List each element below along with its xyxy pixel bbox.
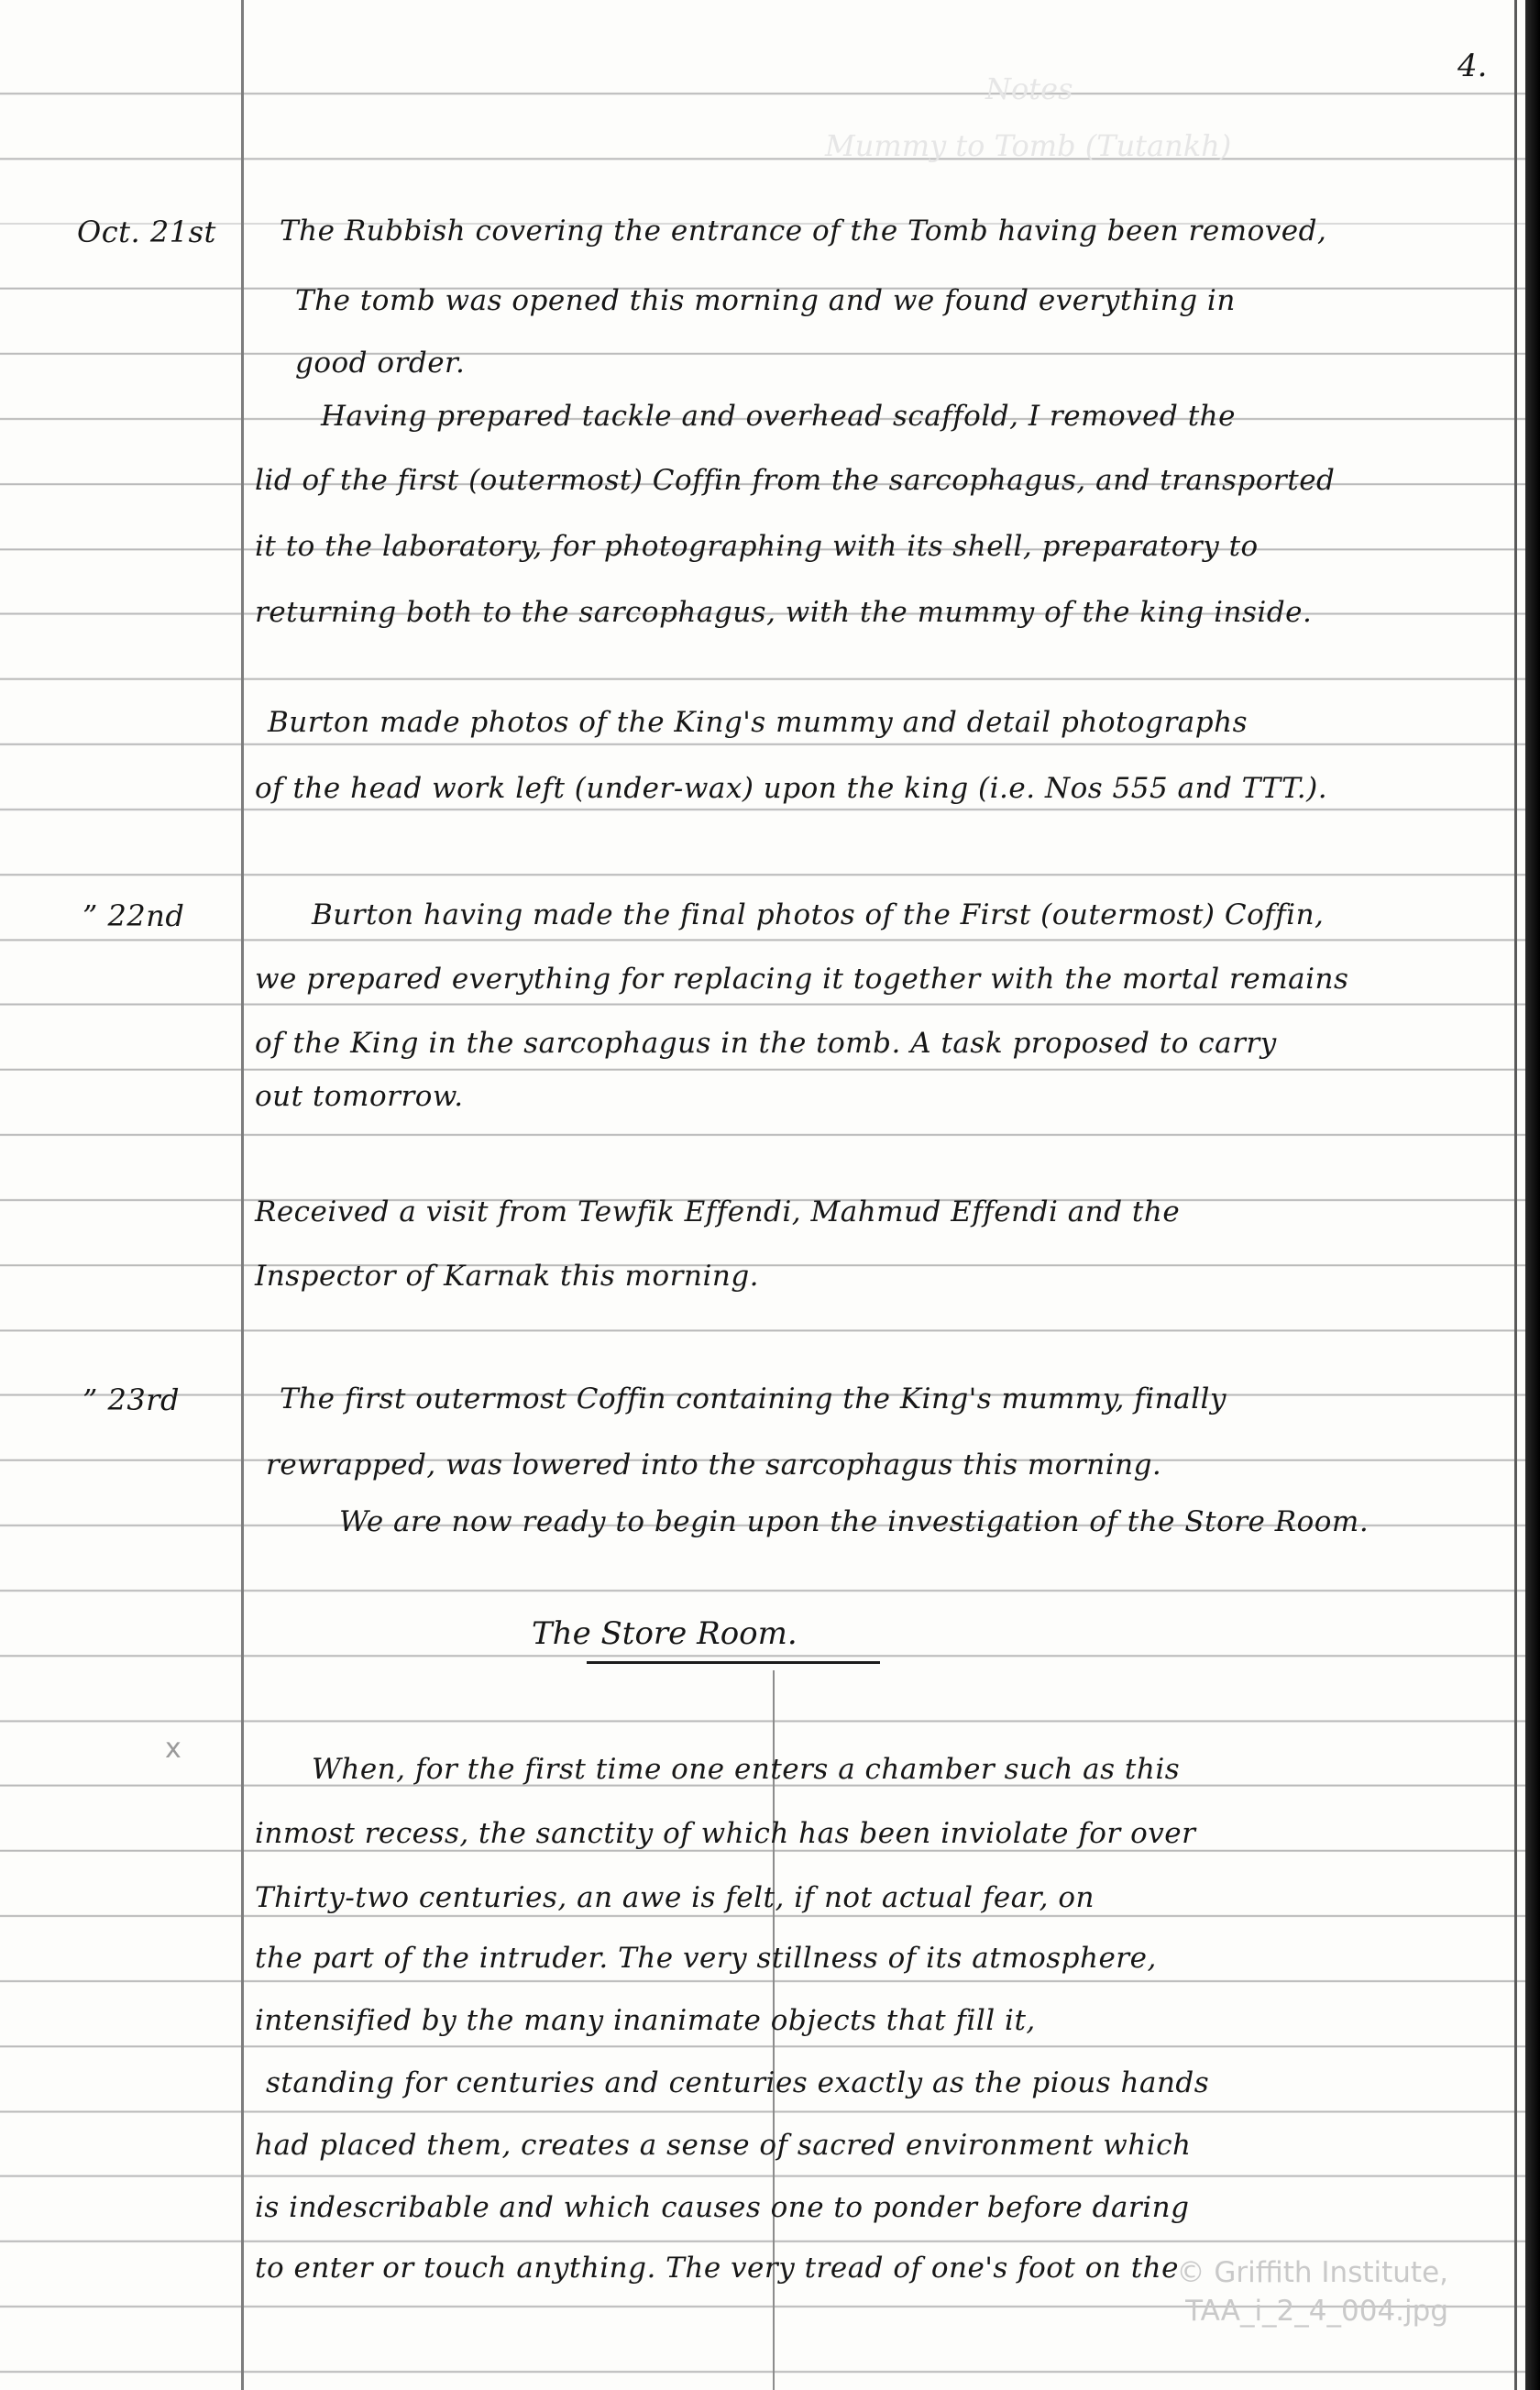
section-line: to enter or touch anything. The very tread of one's foot on the — [255, 2252, 1179, 2285]
section-line: had placed them, creates a sense of sacred environment which — [255, 2129, 1192, 2162]
watermark-line: TAA_i_2_4_004.jpg — [1185, 2295, 1448, 2328]
watermark-line: © Griffith Institute, — [1176, 2256, 1448, 2289]
section-line: the part of the intruder. The very stillness of its atmosphere, — [255, 1942, 1157, 1975]
section-line: inmost recess, the sanctity of which has been inviolate for over — [255, 1817, 1196, 1850]
margin-mark: x — [165, 1733, 182, 1765]
show-through-text: Notes — [985, 72, 1073, 106]
section-line: When, for the first time one enters a chamber such as this — [312, 1753, 1181, 1786]
entry-date: ” 22nd — [82, 898, 185, 933]
entry-line: We are now ready to begin upon the investigation of the Store Room. — [339, 1505, 1370, 1538]
entry-line: The Rubbish covering the entrance of the Tomb having been removed, — [280, 215, 1327, 248]
copyright-watermark — [1177, 2253, 1448, 2330]
entry-line: Having prepared tackle and overhead scaffold, I removed the — [321, 400, 1236, 433]
page-number: 4. — [1458, 48, 1488, 84]
entry-line: returning both to the sarcophagus, with the mummy of the king inside. — [255, 596, 1313, 629]
entry-line: out tomorrow. — [255, 1080, 464, 1113]
margin-rule — [241, 0, 244, 2390]
entry-line: The first outermost Coffin containing the King's mummy, finally — [280, 1382, 1226, 1415]
section-line: standing for centuries and centuries exactly as the pious hands — [266, 2066, 1210, 2099]
entry-line: Burton made photos of the King's mummy and detail photographs — [268, 706, 1248, 739]
binding-edge — [1525, 0, 1540, 2390]
heading-underline — [587, 1661, 880, 1664]
section-line: is indescribable and which causes one to ponder before daring — [255, 2191, 1190, 2224]
entry-date: ” 23rd — [82, 1382, 181, 1417]
entry-line: Burton having made the final photos of the First (outermost) Coffin, — [312, 898, 1325, 931]
entry-line: good order. — [295, 347, 466, 380]
entry-line: Received a visit from Tewfik Effendi, Mahmud Effendi and the — [255, 1195, 1181, 1228]
section-heading: The Store Room. — [532, 1615, 798, 1652]
entry-line: lid of the first (outermost) Coffin from the sarcophagus, and transported — [255, 464, 1336, 497]
entry-line: Inspector of Karnak this morning. — [255, 1260, 760, 1293]
entry-line: rewrapped, was lowered into the sarcophagus this morning. — [266, 1448, 1162, 1481]
section-line: Thirty-two centuries, an awe is felt, if not actual fear, on — [255, 1881, 1094, 1914]
entry-line: it to the laboratory, for photographing with its shell, preparatory to — [255, 530, 1259, 563]
entry-line: of the King in the sarcophagus in the tomb. A task proposed to carry — [255, 1027, 1277, 1060]
entry-date: Oct. 21st — [77, 215, 216, 249]
entry-line: we prepared everything for replacing it together with the mortal remains — [255, 963, 1349, 996]
entry-line: of the head work left (under-wax) upon the king (i.e. Nos 555 and TTT.). — [255, 772, 1328, 805]
page-edge-line — [1514, 0, 1517, 2390]
section-line: intensified by the many inanimate objects that fill it, — [255, 2004, 1036, 2037]
show-through-text: Mummy to Tomb (Tutankh) — [825, 128, 1232, 163]
entry-line: The tomb was opened this morning and we found everything in — [295, 284, 1236, 317]
